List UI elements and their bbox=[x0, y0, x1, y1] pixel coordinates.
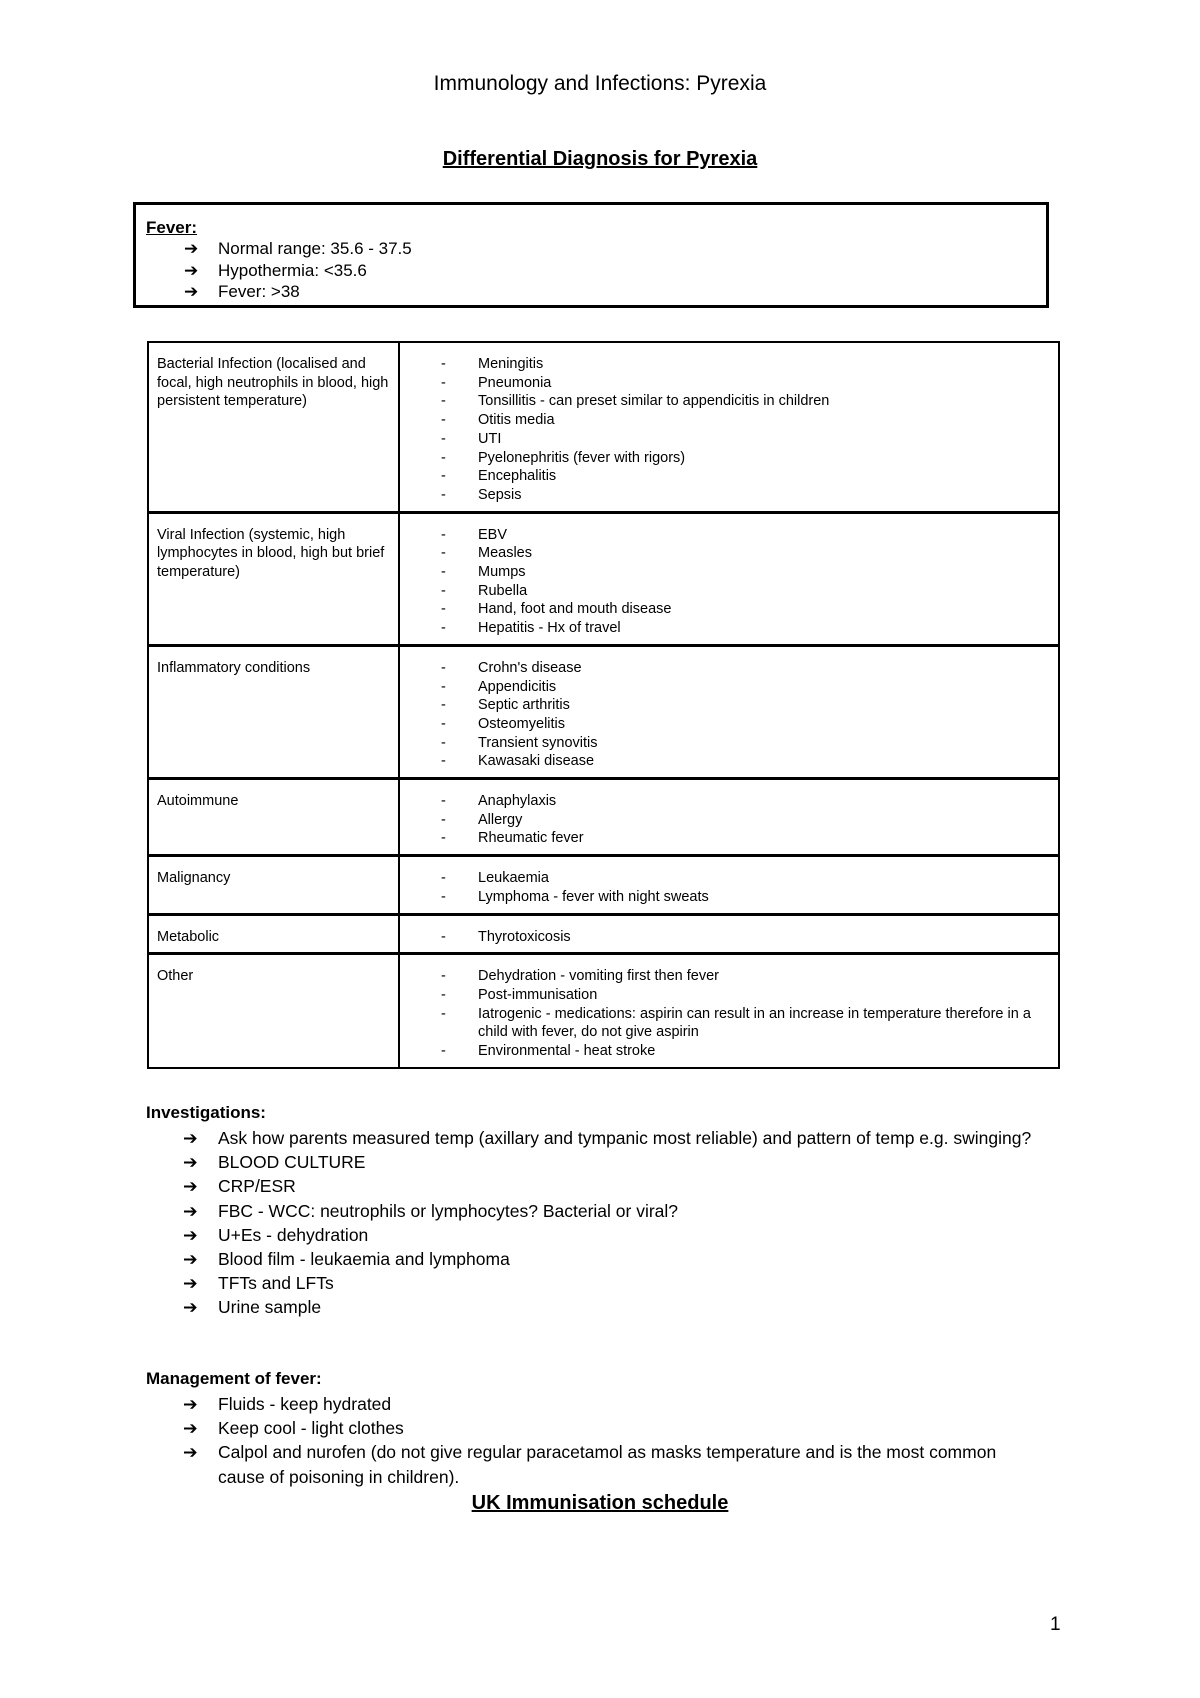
dash-bullet: - bbox=[441, 486, 446, 503]
list-item: - Lymphoma - fever with night sweats bbox=[441, 888, 709, 905]
arrow-icon: ➔ bbox=[183, 1200, 198, 1221]
dash-bullet: - bbox=[441, 928, 446, 945]
list-item: - Septic arthritis bbox=[441, 697, 570, 714]
conditions-cell bbox=[399, 342, 1059, 512]
list-item: - Leukaemia bbox=[441, 870, 549, 887]
conditions-cell bbox=[399, 779, 1059, 856]
list-item: ➔ Calpol and nurofen (do not give regular paracetamol as masks temperature and is the most common cause of poisoning in children). bbox=[183, 1442, 997, 1487]
list-item: ➔ CRP/ESR bbox=[146, 1174, 1046, 1198]
dash-bullet: - bbox=[441, 753, 446, 770]
list-item: - Encephalitis bbox=[441, 468, 557, 485]
list-item: - Iatrogenic - medications: aspirin can result in an increase in temperature therefore in a child with fever, do not give aspirin bbox=[441, 1005, 1031, 1041]
table-row bbox=[148, 779, 1059, 856]
list-item: - Anaphylaxis bbox=[441, 793, 557, 810]
list-item: ➔ Fever: >38 bbox=[184, 282, 300, 301]
list-item: ➔ Urine sample bbox=[146, 1295, 1046, 1319]
conditions-cell bbox=[399, 856, 1059, 914]
dash-bullet: - bbox=[441, 888, 446, 905]
list-item: ➔ Fluids - keep hydrated bbox=[146, 1392, 1046, 1416]
dash-bullet: - bbox=[441, 968, 446, 985]
category-cell: Inflammatory conditions bbox=[148, 645, 399, 778]
management-list bbox=[146, 1392, 1046, 1489]
arrow-icon: ➔ bbox=[184, 260, 199, 280]
list-item: - Otitis media bbox=[441, 412, 555, 429]
list-item: - Appendicitis bbox=[441, 678, 557, 695]
list-item: ➔ Hypothermia: <35.6 bbox=[184, 260, 367, 280]
list-item: - Sepsis bbox=[441, 486, 522, 503]
table-row bbox=[148, 914, 1059, 954]
arrow-icon: ➔ bbox=[183, 1249, 198, 1270]
table-row bbox=[148, 342, 1059, 512]
list-item: - Rheumatic fever bbox=[441, 830, 584, 847]
dash-bullet: - bbox=[441, 678, 446, 695]
dash-bullet: - bbox=[441, 526, 446, 543]
category-cell: Malignancy bbox=[148, 856, 399, 914]
immunisation-schedule-title: UK Immunisation schedule bbox=[471, 1492, 729, 1514]
arrow-icon: ➔ bbox=[183, 1394, 198, 1414]
arrow-icon: ➔ bbox=[183, 1442, 198, 1463]
dash-bullet: - bbox=[441, 393, 446, 410]
list-item: - Transient synovitis bbox=[441, 734, 598, 751]
list-item: - Pyelonephritis (fever with rigors) bbox=[441, 449, 686, 466]
category-cell: Viral Infection (systemic, high lymphocytes in blood, high but brief temperature) bbox=[148, 512, 399, 645]
conditions-cell bbox=[399, 645, 1059, 778]
conditions-list bbox=[408, 967, 1050, 1061]
arrow-icon: ➔ bbox=[183, 1152, 198, 1173]
list-item: - Tonsillitis - can preset similar to appendicitis in children bbox=[441, 393, 830, 410]
list-item: - Meningitis bbox=[441, 356, 544, 372]
list-item: - Allergy bbox=[441, 811, 523, 828]
dash-bullet: - bbox=[441, 564, 446, 581]
list-item: - Crohn's disease bbox=[441, 659, 582, 676]
list-item: - Kawasaki disease bbox=[441, 753, 595, 770]
investigations-heading: Investigations: bbox=[146, 1103, 266, 1122]
conditions-list bbox=[408, 928, 1050, 947]
dash-bullet: - bbox=[441, 870, 446, 887]
arrow-icon: ➔ bbox=[183, 1418, 198, 1439]
dash-bullet: - bbox=[441, 986, 446, 1003]
dash-bullet: - bbox=[441, 430, 446, 447]
dash-bullet: - bbox=[441, 715, 446, 732]
list-item: ➔ FBC - WCC: neutrophils or lymphocytes? Bacterial or viral? bbox=[146, 1199, 1046, 1223]
arrow-icon: ➔ bbox=[183, 1224, 198, 1245]
table-row bbox=[148, 856, 1059, 914]
dash-bullet: - bbox=[441, 734, 446, 751]
dash-bullet: - bbox=[441, 697, 446, 714]
management-heading: Management of fever: bbox=[146, 1369, 322, 1388]
dash-bullet: - bbox=[441, 811, 446, 828]
fever-box bbox=[133, 202, 1049, 308]
dash-bullet: - bbox=[441, 356, 446, 372]
dash-bullet: - bbox=[441, 374, 446, 391]
conditions-list bbox=[408, 869, 1050, 906]
category-cell: Metabolic bbox=[148, 914, 399, 954]
list-item: - Environmental - heat stroke bbox=[441, 1043, 656, 1060]
conditions-cell bbox=[399, 914, 1059, 954]
dash-bullet: - bbox=[441, 1043, 446, 1060]
table-row bbox=[148, 954, 1059, 1068]
dash-bullet: - bbox=[441, 449, 446, 466]
list-item: ➔ Keep cool - light clothes bbox=[146, 1416, 1046, 1440]
table-row bbox=[148, 645, 1059, 778]
list-item: - UTI bbox=[441, 430, 502, 447]
list-item: - Dehydration - vomiting first then fever bbox=[441, 968, 719, 985]
conditions-list bbox=[408, 355, 1050, 505]
dash-bullet: - bbox=[441, 659, 446, 676]
dash-bullet: - bbox=[441, 601, 446, 618]
list-item: ➔ U+Es - dehydration bbox=[146, 1223, 1046, 1247]
dash-bullet: - bbox=[441, 620, 446, 637]
category-cell: Bacterial Infection (localised and focal, high neutrophils in blood, high persistent temperature) bbox=[148, 342, 399, 512]
list-item: ➔ TFTs and LFTs bbox=[146, 1271, 1046, 1295]
list-item: - Hepatitis - Hx of travel bbox=[441, 620, 621, 637]
dash-bullet: - bbox=[441, 830, 446, 847]
dash-bullet: - bbox=[441, 412, 446, 429]
list-item: - Post-immunisation bbox=[441, 986, 598, 1003]
list-item: - Pneumonia bbox=[441, 374, 552, 391]
dash-bullet: - bbox=[441, 545, 446, 562]
dash-bullet: - bbox=[441, 582, 446, 599]
investigations-list bbox=[146, 1126, 1046, 1320]
page-header-title: Immunology and Infections: Pyrexia bbox=[433, 72, 767, 95]
document-title: Differential Diagnosis for Pyrexia bbox=[442, 148, 758, 170]
list-item: - Measles bbox=[441, 545, 532, 562]
differential-diagnosis-table bbox=[147, 341, 1060, 1069]
conditions-list bbox=[408, 792, 1050, 848]
list-item: ➔ Ask how parents measured temp (axillary and tympanic most reliable) and pattern of temp e.g. swinging? bbox=[146, 1126, 1046, 1150]
fever-list bbox=[146, 238, 1036, 303]
list-item: ➔ Normal range: 35.6 - 37.5 bbox=[184, 239, 412, 258]
category-cell: Other bbox=[148, 954, 399, 1068]
category-cell: Autoimmune bbox=[148, 779, 399, 856]
dash-bullet: - bbox=[441, 1005, 446, 1022]
arrow-icon: ➔ bbox=[184, 282, 199, 301]
arrow-icon: ➔ bbox=[183, 1297, 198, 1318]
list-item: ➔ Blood film - leukaemia and lymphoma bbox=[146, 1247, 1046, 1271]
dash-bullet: - bbox=[441, 793, 446, 810]
fever-heading: Fever: bbox=[146, 218, 198, 237]
list-item: - Thyrotoxicosis bbox=[441, 928, 571, 945]
list-item: - Rubella bbox=[441, 582, 528, 599]
list-item: - Hand, foot and mouth disease bbox=[441, 601, 672, 618]
arrow-icon: ➔ bbox=[184, 239, 199, 258]
table-row bbox=[148, 512, 1059, 645]
conditions-list bbox=[408, 659, 1050, 771]
list-item: - EBV bbox=[441, 526, 508, 543]
list-item: - Mumps bbox=[441, 564, 526, 581]
conditions-list bbox=[408, 526, 1050, 638]
arrow-icon: ➔ bbox=[183, 1273, 198, 1294]
conditions-cell bbox=[399, 954, 1059, 1068]
dash-bullet: - bbox=[441, 468, 446, 485]
list-item: ➔ BLOOD CULTURE bbox=[146, 1150, 1046, 1174]
conditions-cell bbox=[399, 512, 1059, 645]
arrow-icon: ➔ bbox=[183, 1176, 198, 1197]
page-number: 1 bbox=[1050, 1614, 1061, 1635]
list-item: - Osteomyelitis bbox=[441, 715, 566, 732]
arrow-icon: ➔ bbox=[183, 1128, 198, 1148]
